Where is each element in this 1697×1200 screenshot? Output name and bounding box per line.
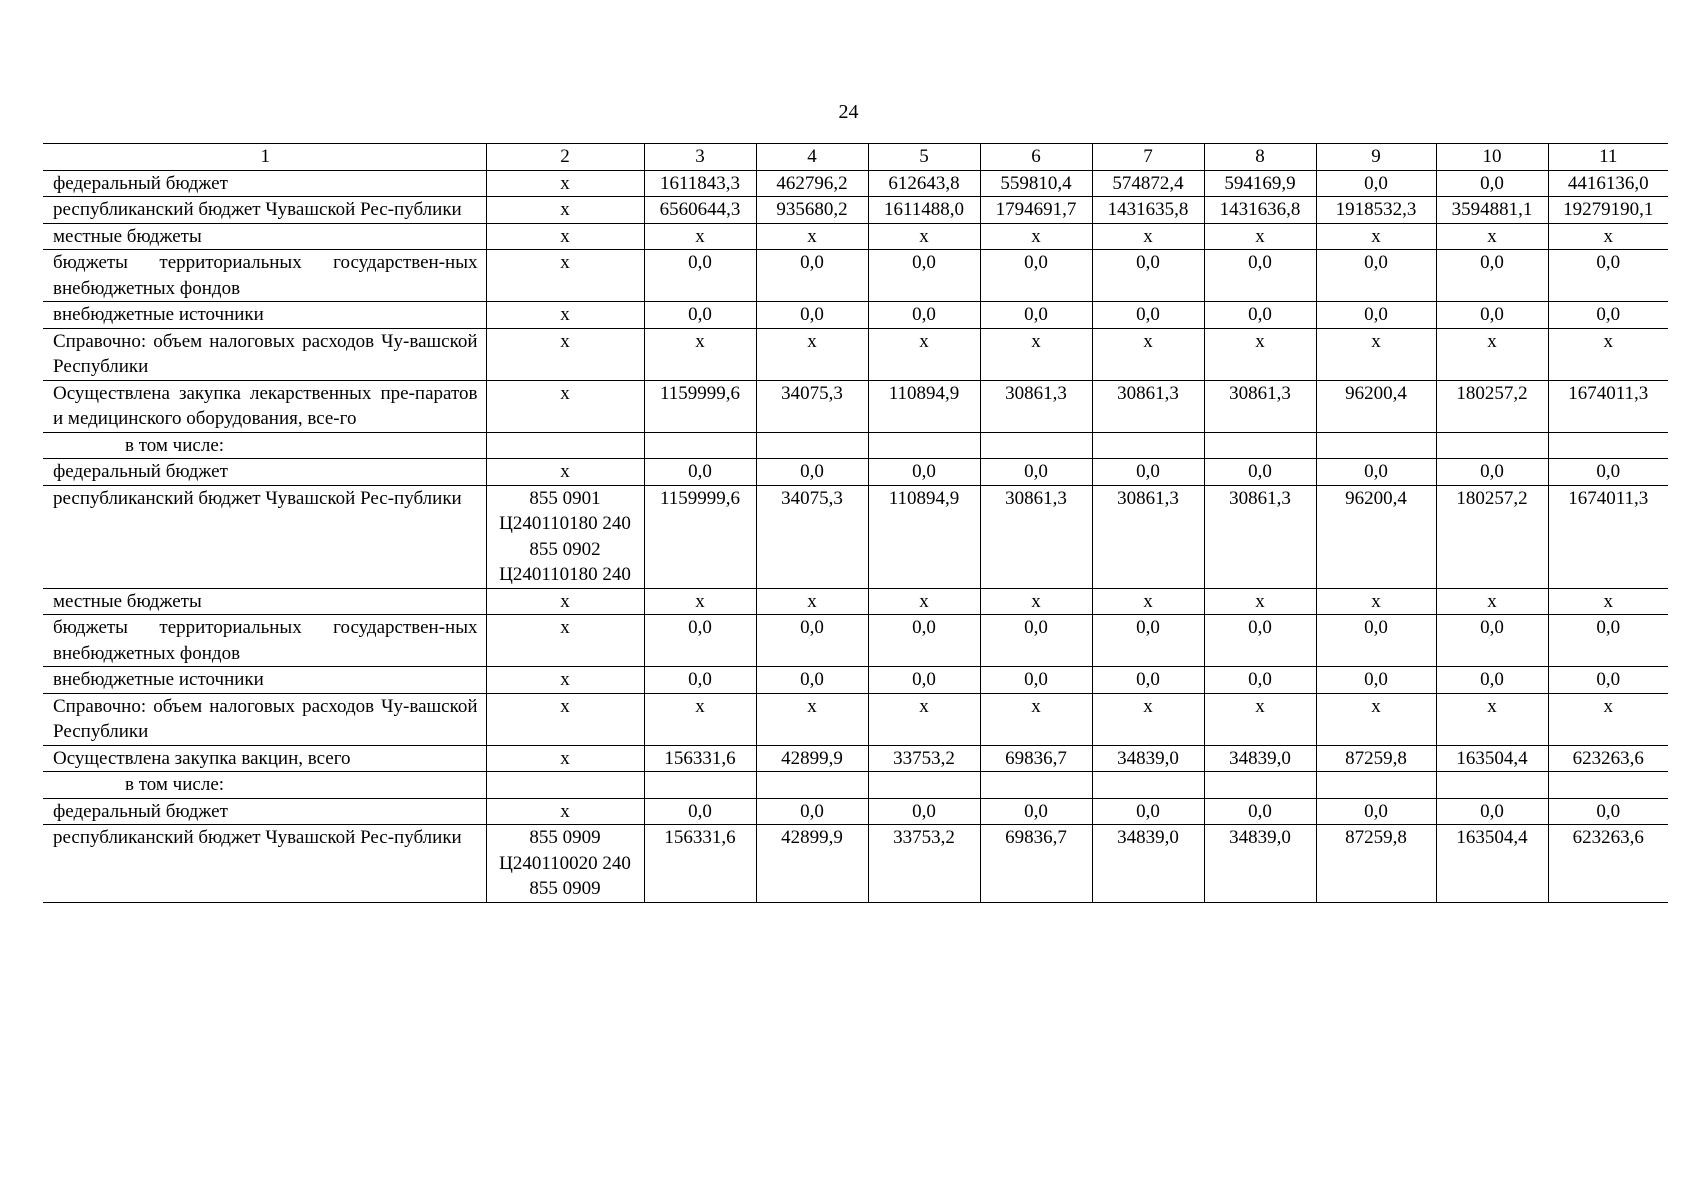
value-cell: 0,0 (756, 302, 868, 329)
value-cell: 0,0 (1548, 798, 1668, 825)
value-cell: 156331,6 (644, 825, 756, 903)
value-cell: 0,0 (1316, 302, 1436, 329)
value-cell: х (756, 223, 868, 250)
header-cell: 3 (644, 144, 756, 171)
value-cell: 0,0 (1092, 302, 1204, 329)
table-row (43, 667, 1668, 694)
value-cell: х (1548, 328, 1668, 380)
table-row (43, 615, 1668, 667)
value-cell: 0,0 (1548, 615, 1668, 667)
value-cell: 19279190,1 (1548, 197, 1668, 224)
value-cell: 34839,0 (1204, 745, 1316, 772)
value-cell (644, 772, 756, 799)
value-cell (644, 432, 756, 459)
value-cell (868, 432, 980, 459)
row-label: внебюджетные источники (43, 302, 486, 329)
table-row (43, 223, 1668, 250)
value-cell: х (1548, 223, 1668, 250)
row-label: Осуществлена закупка лекарственных пре-паратов и медицинского оборудования, все-го (43, 380, 486, 432)
table-body (43, 144, 1668, 903)
value-cell: 42899,9 (756, 745, 868, 772)
value-cell: 0,0 (980, 798, 1092, 825)
value-cell: 1431635,8 (1092, 197, 1204, 224)
value-cell: 0,0 (1548, 667, 1668, 694)
value-cell: 1611843,3 (644, 170, 756, 197)
value-cell: 0,0 (1436, 798, 1548, 825)
value-cell: 0,0 (868, 302, 980, 329)
value-cell: 4416136,0 (1548, 170, 1668, 197)
value-cell: х (1204, 328, 1316, 380)
value-cell: 87259,8 (1316, 745, 1436, 772)
value-cell: 0,0 (644, 798, 756, 825)
value-cell: 30861,3 (980, 485, 1092, 588)
value-cell: 0,0 (1092, 459, 1204, 486)
value-cell: 0,0 (1436, 615, 1548, 667)
budget-code-cell: 855 0901 Ц240110180 240 855 0902 Ц240110180 240 (486, 485, 644, 588)
table-row (43, 772, 1668, 799)
table-row (43, 250, 1668, 302)
value-cell: х (1436, 693, 1548, 745)
value-cell: 0,0 (1436, 170, 1548, 197)
value-cell: 0,0 (1436, 250, 1548, 302)
value-cell: 30861,3 (1092, 380, 1204, 432)
table-row (43, 588, 1668, 615)
value-cell: 0,0 (1548, 302, 1668, 329)
value-cell: 30861,3 (1092, 485, 1204, 588)
value-cell: 163504,4 (1436, 825, 1548, 903)
row-label: республиканский бюджет Чувашской Рес-публики (43, 825, 486, 903)
budget-code-cell: х (486, 302, 644, 329)
value-cell: х (1204, 693, 1316, 745)
value-cell: х (644, 588, 756, 615)
value-cell: 1918532,3 (1316, 197, 1436, 224)
header-cell: 2 (486, 144, 644, 171)
value-cell: 69836,7 (980, 745, 1092, 772)
row-label: республиканский бюджет Чувашской Рес-публики (43, 197, 486, 224)
value-cell: х (1092, 223, 1204, 250)
table-row (43, 459, 1668, 486)
value-cell: 0,0 (1204, 798, 1316, 825)
value-cell: 0,0 (1436, 667, 1548, 694)
value-cell: х (980, 588, 1092, 615)
budget-code-cell: х (486, 250, 644, 302)
value-cell: 6560644,3 (644, 197, 756, 224)
table-row (43, 197, 1668, 224)
value-cell: х (1204, 223, 1316, 250)
table-row (43, 328, 1668, 380)
value-cell: 0,0 (1316, 798, 1436, 825)
value-cell: 1611488,0 (868, 197, 980, 224)
value-cell: 0,0 (1092, 798, 1204, 825)
value-cell: 30861,3 (980, 380, 1092, 432)
value-cell: 34839,0 (1092, 745, 1204, 772)
budget-code-cell (486, 772, 644, 799)
value-cell (1204, 772, 1316, 799)
table-row (43, 432, 1668, 459)
value-cell: 612643,8 (868, 170, 980, 197)
value-cell (980, 432, 1092, 459)
value-cell: 34075,3 (756, 380, 868, 432)
table-row (43, 485, 1668, 588)
value-cell: 462796,2 (756, 170, 868, 197)
value-cell: х (1092, 693, 1204, 745)
value-cell: х (756, 588, 868, 615)
budget-code-cell: х (486, 798, 644, 825)
value-cell: 0,0 (1316, 250, 1436, 302)
value-cell: 0,0 (756, 459, 868, 486)
budget-code-cell: х (486, 328, 644, 380)
value-cell: 0,0 (1092, 667, 1204, 694)
row-label: федеральный бюджет (43, 798, 486, 825)
value-cell: 0,0 (1092, 250, 1204, 302)
value-cell: 96200,4 (1316, 485, 1436, 588)
value-cell: 34839,0 (1092, 825, 1204, 903)
value-cell: 30861,3 (1204, 380, 1316, 432)
budget-code-cell: х (486, 693, 644, 745)
value-cell: 1674011,3 (1548, 380, 1668, 432)
value-cell: х (644, 223, 756, 250)
value-cell: 110894,9 (868, 485, 980, 588)
value-cell (1548, 432, 1668, 459)
value-cell: 0,0 (756, 667, 868, 694)
value-cell: 0,0 (980, 250, 1092, 302)
value-cell: х (1092, 588, 1204, 615)
value-cell: х (980, 693, 1092, 745)
value-cell: 0,0 (1436, 459, 1548, 486)
value-cell: х (644, 328, 756, 380)
value-cell: 0,0 (868, 667, 980, 694)
table-row (43, 302, 1668, 329)
value-cell: 180257,2 (1436, 485, 1548, 588)
value-cell: 87259,8 (1316, 825, 1436, 903)
value-cell (1092, 772, 1204, 799)
value-cell (1092, 432, 1204, 459)
value-cell: х (1548, 588, 1668, 615)
value-cell (1316, 432, 1436, 459)
value-cell: х (756, 328, 868, 380)
value-cell: 156331,6 (644, 745, 756, 772)
value-cell: х (1436, 328, 1548, 380)
budget-code-cell: 855 0909 Ц240110020 240 855 0909 (486, 825, 644, 903)
header-cell: 10 (1436, 144, 1548, 171)
value-cell: х (868, 328, 980, 380)
header-cell: 5 (868, 144, 980, 171)
header-row (43, 144, 1668, 171)
header-cell: 6 (980, 144, 1092, 171)
value-cell: 34075,3 (756, 485, 868, 588)
value-cell: х (1316, 588, 1436, 615)
value-cell: 0,0 (756, 615, 868, 667)
value-cell: 935680,2 (756, 197, 868, 224)
table-row (43, 745, 1668, 772)
value-cell: 0,0 (756, 250, 868, 302)
value-cell: 1674011,3 (1548, 485, 1668, 588)
value-cell: 594169,9 (1204, 170, 1316, 197)
value-cell: 0,0 (1316, 459, 1436, 486)
row-label: Справочно: объем налоговых расходов Чу-вашской Республики (43, 328, 486, 380)
value-cell: 0,0 (1092, 615, 1204, 667)
header-cell: 4 (756, 144, 868, 171)
budget-code-cell: х (486, 667, 644, 694)
row-label: Осуществлена закупка вакцин, всего (43, 745, 486, 772)
value-cell: 110894,9 (868, 380, 980, 432)
row-label: федеральный бюджет (43, 459, 486, 486)
header-cell: 11 (1548, 144, 1668, 171)
value-cell: х (868, 693, 980, 745)
value-cell: 0,0 (644, 302, 756, 329)
budget-code-cell: х (486, 223, 644, 250)
row-label: республиканский бюджет Чувашской Рес-публики (43, 485, 486, 588)
row-label: в том числе: (43, 432, 486, 459)
value-cell: 574872,4 (1092, 170, 1204, 197)
row-label: бюджеты территориальных государствен-ных внебюджетных фондов (43, 250, 486, 302)
value-cell: х (1092, 328, 1204, 380)
value-cell: 0,0 (868, 250, 980, 302)
budget-table (43, 143, 1668, 903)
value-cell: 0,0 (756, 798, 868, 825)
value-cell: 0,0 (980, 302, 1092, 329)
table-row (43, 170, 1668, 197)
budget-code-cell: х (486, 745, 644, 772)
budget-code-cell: х (486, 197, 644, 224)
row-label: внебюджетные источники (43, 667, 486, 694)
value-cell: 1159999,6 (644, 380, 756, 432)
row-label: местные бюджеты (43, 588, 486, 615)
value-cell: 34839,0 (1204, 825, 1316, 903)
row-label: в том числе: (43, 772, 486, 799)
value-cell (868, 772, 980, 799)
value-cell: 96200,4 (1316, 380, 1436, 432)
value-cell (756, 432, 868, 459)
value-cell: 1431636,8 (1204, 197, 1316, 224)
table-row (43, 825, 1668, 903)
value-cell: 0,0 (1204, 615, 1316, 667)
value-cell: 33753,2 (868, 825, 980, 903)
value-cell: 30861,3 (1204, 485, 1316, 588)
value-cell (1436, 432, 1548, 459)
value-cell: 623263,6 (1548, 825, 1668, 903)
value-cell: х (644, 693, 756, 745)
value-cell: 0,0 (1204, 302, 1316, 329)
row-label: Справочно: объем налоговых расходов Чу-вашской Республики (43, 693, 486, 745)
value-cell: 0,0 (1316, 667, 1436, 694)
value-cell: х (868, 588, 980, 615)
value-cell: х (980, 223, 1092, 250)
table-row (43, 380, 1668, 432)
value-cell (980, 772, 1092, 799)
value-cell: 1794691,7 (980, 197, 1092, 224)
header-cell: 7 (1092, 144, 1204, 171)
value-cell (1548, 772, 1668, 799)
value-cell: х (1316, 223, 1436, 250)
value-cell: 0,0 (644, 250, 756, 302)
budget-code-cell: х (486, 380, 644, 432)
value-cell: 0,0 (980, 615, 1092, 667)
value-cell: 0,0 (868, 798, 980, 825)
row-label: федеральный бюджет (43, 170, 486, 197)
value-cell: 0,0 (1436, 302, 1548, 329)
header-cell: 1 (43, 144, 486, 171)
budget-code-cell: х (486, 170, 644, 197)
row-label: местные бюджеты (43, 223, 486, 250)
value-cell: х (1204, 588, 1316, 615)
header-cell: 9 (1316, 144, 1436, 171)
value-cell: 0,0 (980, 459, 1092, 486)
table-row (43, 798, 1668, 825)
value-cell: 0,0 (868, 615, 980, 667)
table-row (43, 693, 1668, 745)
budget-code-cell: х (486, 615, 644, 667)
value-cell: 0,0 (868, 459, 980, 486)
header-cell: 8 (1204, 144, 1316, 171)
value-cell (756, 772, 868, 799)
value-cell: 42899,9 (756, 825, 868, 903)
value-cell: 69836,7 (980, 825, 1092, 903)
value-cell: 0,0 (1204, 250, 1316, 302)
value-cell: 33753,2 (868, 745, 980, 772)
value-cell: 0,0 (1204, 459, 1316, 486)
value-cell: х (1436, 223, 1548, 250)
value-cell: х (1316, 328, 1436, 380)
value-cell: 0,0 (644, 615, 756, 667)
value-cell: х (1316, 693, 1436, 745)
value-cell: х (868, 223, 980, 250)
value-cell: 0,0 (644, 667, 756, 694)
value-cell: 3594881,1 (1436, 197, 1548, 224)
page-number: 24 (838, 101, 859, 123)
value-cell: х (1436, 588, 1548, 615)
budget-code-cell: х (486, 459, 644, 486)
value-cell: 623263,6 (1548, 745, 1668, 772)
value-cell (1316, 772, 1436, 799)
value-cell: х (756, 693, 868, 745)
value-cell (1204, 432, 1316, 459)
value-cell: 1159999,6 (644, 485, 756, 588)
value-cell: х (1548, 693, 1668, 745)
value-cell: 163504,4 (1436, 745, 1548, 772)
value-cell: 0,0 (1548, 459, 1668, 486)
value-cell: 0,0 (1204, 667, 1316, 694)
value-cell: 0,0 (1316, 615, 1436, 667)
value-cell: 559810,4 (980, 170, 1092, 197)
value-cell: 0,0 (1548, 250, 1668, 302)
budget-code-cell: х (486, 588, 644, 615)
value-cell: 0,0 (1316, 170, 1436, 197)
row-label: бюджеты территориальных государствен-ных внебюджетных фондов (43, 615, 486, 667)
value-cell: х (980, 328, 1092, 380)
value-cell: 0,0 (644, 459, 756, 486)
value-cell: 0,0 (980, 667, 1092, 694)
value-cell: 180257,2 (1436, 380, 1548, 432)
value-cell (1436, 772, 1548, 799)
budget-code-cell (486, 432, 644, 459)
